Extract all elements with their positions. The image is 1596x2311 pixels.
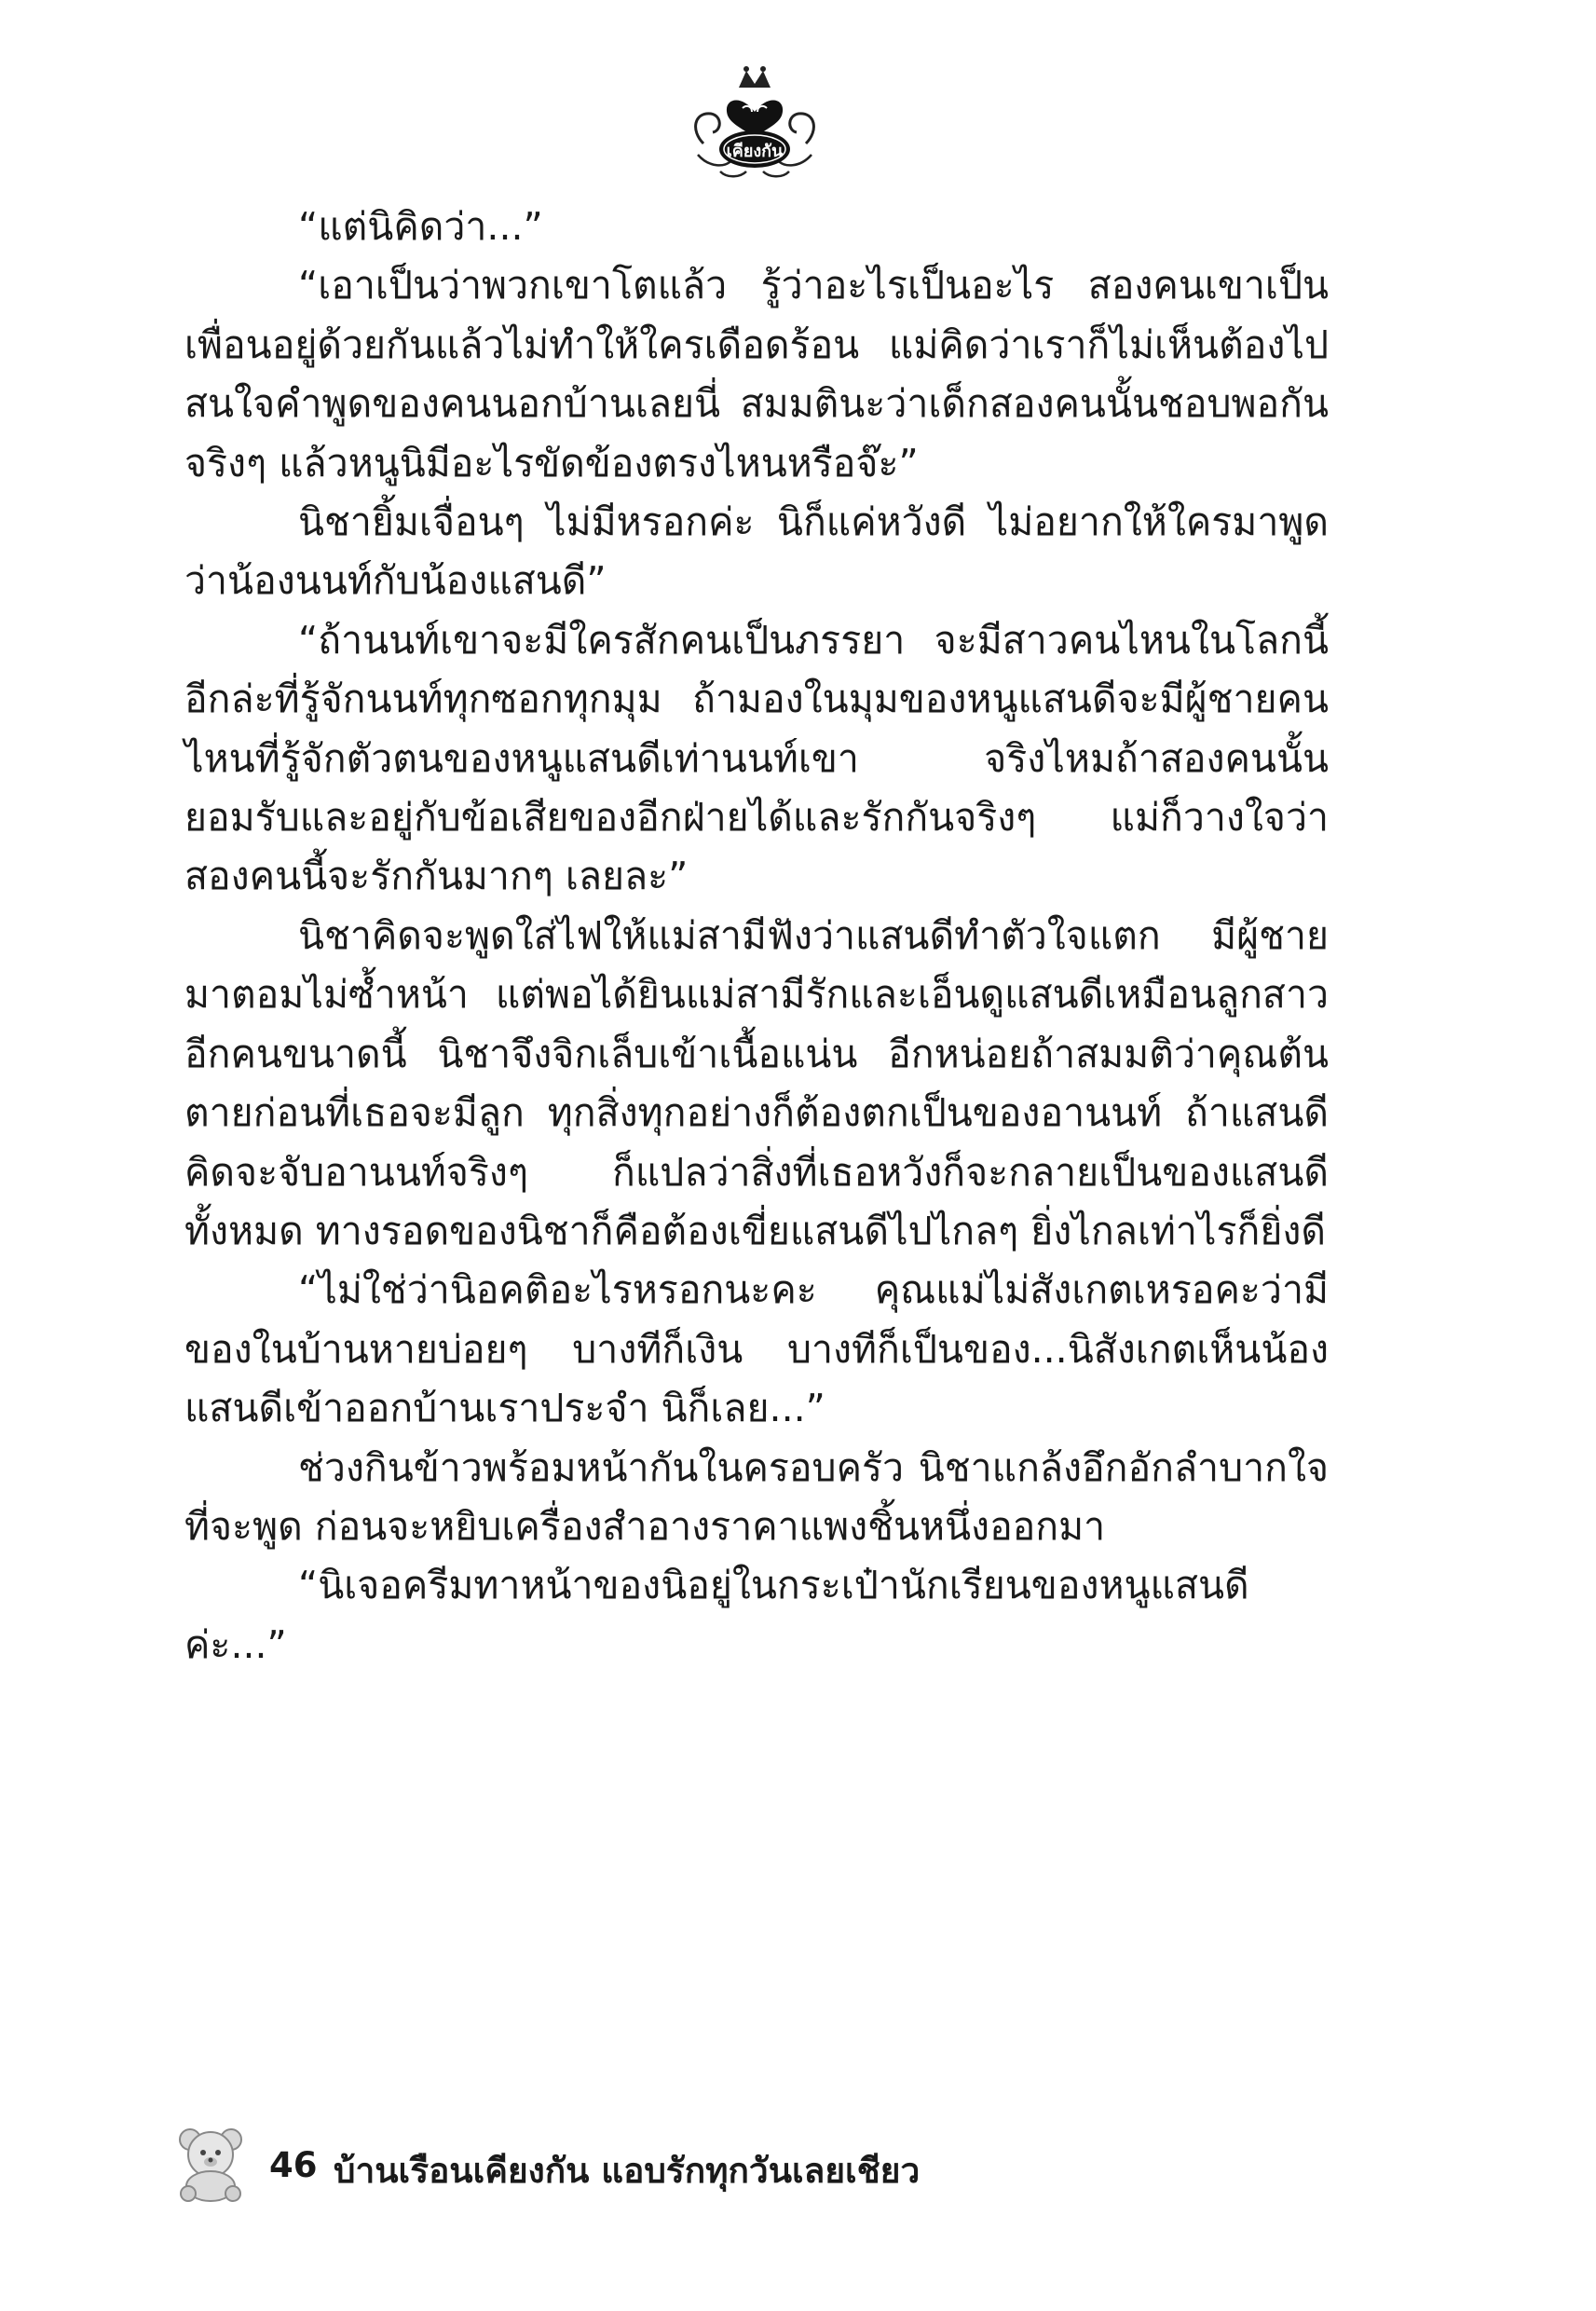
ornamental-crest-icon xyxy=(685,58,825,185)
book-title: บ้านเรือนเคียงกัน แอบรักทุกวันเลยเชียว xyxy=(334,2151,921,2191)
teddy-bear-icon xyxy=(173,2125,250,2203)
paragraph: “นิเจอครีมทาหน้าของนิอยู่ในกระเป๋านักเรียนของหนูแสนดีค่ะ...” xyxy=(184,1563,1249,1667)
paragraph: “ไม่ใช่ว่านิอคติอะไรหรอกนะคะ คุณแม่ไม่สังเกตเหรอคะว่ามีของในบ้านหายบ่อยๆ บางทีก็เงิน บางทีก็เป็นของ...นิสังเกตเห็นน้องแสนดีเข้าออกบ้านเราประจำ นิก็เลย...” xyxy=(184,1267,1329,1431)
page-number: 46 xyxy=(269,2145,318,2185)
paragraph: นิชาคิดจะพูดใส่ไฟให้แม่สามีฟังว่าแสนดีทำตัวใจแตก มีผู้ชายมาตอมไม่ซ้ำหน้า แต่พอได้ยินแม่สามีรักและเอ็นดูแสนดีเหมือนลูกสาวอีกคนขนาดนี้ นิชาจึงจิกเล็บเข้าเนื้อแน่น อีกหน่อยถ้าสมมติว่าคุณต้นตายก่อนที่เธอจะมีลูก ทุกสิ่งทุกอย่างก็ต้องตกเป็นของอานนท์ ถ้าแสนดีคิดจะจับอานนท์จริงๆ ก็แปลว่าสิ่งที่เธอหวังก็จะกลายเป็นของแสนดีทั้งหมด ทางรอดของนิชาก็คือต้องเขี่ยแสนดีไปไกลๆ ยิ่งไกลเท่าไรก็ยิ่งดี xyxy=(184,912,1329,1253)
paragraph: “ถ้านนท์เขาจะมีใครสักคนเป็นภรรยา จะมีสาวคนไหนในโลกนี้อีกล่ะที่รู้จักนนท์ทุกซอกทุกมุม ถ้ามองในมุมของหนูแสนดีจะมีผู้ชายคนไหนที่รู้จักตัวตนของหนูแสนดีเท่านนท์เขา จริงไหมถ้าสองคนนั้นยอมรับและอยู่กับข้อเสียของอีกฝ่ายได้และรักกันจริงๆ แม่ก็วางใจว่าสองคนนี้จะรักกันมากๆ เลยละ” xyxy=(184,617,1329,899)
paragraph: “แต่นิคิดว่า...” xyxy=(298,204,543,249)
emblem-text: เคียงกัน xyxy=(726,142,784,161)
header-emblem xyxy=(685,58,825,185)
chapter-body xyxy=(184,198,1329,1675)
page-footer xyxy=(173,2125,1105,2208)
paragraph: นิชายิ้มเจื่อนๆ ไม่มีหรอกค่ะ นิก็แค่หวังดี ไม่อยากให้ใครมาพูดว่าน้องนนท์กับน้องแสนดี” xyxy=(184,499,1329,604)
paragraph: ช่วงกินข้าวพร้อมหน้ากันในครอบครัว นิชาแกล้งอึกอักลำบากใจที่จะพูด ก่อนจะหยิบเครื่องสำอางราคาแพงชิ้นหนึ่งออกมา xyxy=(184,1444,1329,1549)
paragraph: “เอาเป็นว่าพวกเขาโตแล้ว รู้ว่าอะไรเป็นอะไร สองคนเขาเป็นเพื่อนอยู่ด้วยกันแล้วไม่ทำให้ใครเดือดร้อน แม่คิดว่าเราก็ไม่เห็นต้องไปสนใจคำพูดของคนนอกบ้านเลยนี่ สมมตินะว่าเด็กสองคนนั้นชอบพอกันจริงๆ แล้วหนูนิมีอะไรขัดข้องตรงไหนหรือจ๊ะ” xyxy=(184,263,1329,485)
